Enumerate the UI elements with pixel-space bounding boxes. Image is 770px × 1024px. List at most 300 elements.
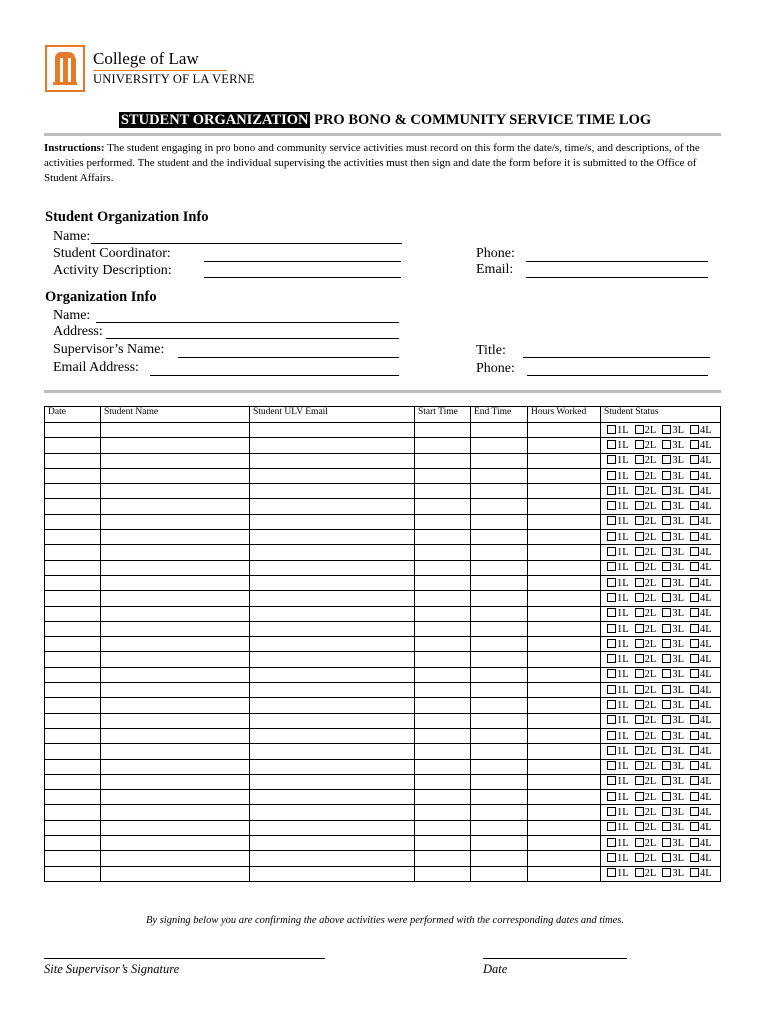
checkbox[interactable] [690,761,699,770]
org-name-field[interactable] [96,322,399,323]
start-time-cell[interactable] [415,790,471,805]
date-cell[interactable] [45,606,101,621]
checkbox[interactable] [690,593,699,602]
student-email-cell[interactable] [250,728,415,743]
checkbox[interactable] [607,669,616,678]
end-time-cell[interactable] [471,759,528,774]
hours-worked-cell[interactable] [528,713,601,728]
end-time-cell[interactable] [471,667,528,682]
date-cell[interactable] [45,468,101,483]
checkbox[interactable] [690,578,699,587]
date-cell[interactable] [45,438,101,453]
student-name-cell[interactable] [101,499,250,514]
checkbox[interactable] [607,822,616,831]
checkbox[interactable] [690,853,699,862]
end-time-cell[interactable] [471,790,528,805]
start-time-cell[interactable] [415,591,471,606]
hours-worked-cell[interactable] [528,621,601,636]
checkbox[interactable] [690,501,699,510]
checkbox[interactable] [607,761,616,770]
checkbox[interactable] [607,715,616,724]
start-time-cell[interactable] [415,468,471,483]
checkbox[interactable] [607,608,616,617]
hours-worked-cell[interactable] [528,530,601,545]
checkbox[interactable] [662,715,671,724]
checkbox[interactable] [662,608,671,617]
hours-worked-cell[interactable] [528,637,601,652]
hours-worked-cell[interactable] [528,499,601,514]
hours-worked-cell[interactable] [528,728,601,743]
checkbox[interactable] [662,868,671,877]
hours-worked-cell[interactable] [528,423,601,438]
end-time-cell[interactable] [471,652,528,667]
supervisor-field[interactable] [178,357,399,358]
checkbox[interactable] [690,700,699,709]
checkbox[interactable] [662,425,671,434]
date-cell[interactable] [45,836,101,851]
end-time-cell[interactable] [471,423,528,438]
date-cell[interactable] [45,805,101,820]
checkbox[interactable] [607,853,616,862]
org-email-field[interactable] [150,375,399,376]
date-cell[interactable] [45,545,101,560]
student-name-cell[interactable] [101,713,250,728]
hours-worked-cell[interactable] [528,759,601,774]
checkbox[interactable] [607,532,616,541]
hours-worked-cell[interactable] [528,652,601,667]
start-time-cell[interactable] [415,744,471,759]
start-time-cell[interactable] [415,621,471,636]
date-cell[interactable] [45,698,101,713]
end-time-cell[interactable] [471,591,528,606]
checkbox[interactable] [635,761,644,770]
end-time-cell[interactable] [471,545,528,560]
checkbox[interactable] [662,731,671,740]
date-cell[interactable] [45,759,101,774]
student-email-cell[interactable] [250,591,415,606]
student-email-cell[interactable] [250,713,415,728]
student-email-cell[interactable] [250,698,415,713]
checkbox[interactable] [662,624,671,633]
start-time-cell[interactable] [415,713,471,728]
start-time-cell[interactable] [415,774,471,789]
checkbox[interactable] [607,776,616,785]
student-name-cell[interactable] [101,759,250,774]
checkbox[interactable] [662,776,671,785]
checkbox[interactable] [607,838,616,847]
student-email-cell[interactable] [250,667,415,682]
hours-worked-cell[interactable] [528,820,601,835]
hours-worked-cell[interactable] [528,560,601,575]
checkbox[interactable] [607,746,616,755]
student-org-email-field[interactable] [526,277,708,278]
date-cell[interactable] [45,774,101,789]
hours-worked-cell[interactable] [528,438,601,453]
student-email-cell[interactable] [250,514,415,529]
hours-worked-cell[interactable] [528,575,601,590]
checkbox[interactable] [635,562,644,571]
end-time-cell[interactable] [471,820,528,835]
end-time-cell[interactable] [471,728,528,743]
end-time-cell[interactable] [471,438,528,453]
student-email-cell[interactable] [250,560,415,575]
end-time-cell[interactable] [471,606,528,621]
end-time-cell[interactable] [471,805,528,820]
checkbox[interactable] [662,669,671,678]
hours-worked-cell[interactable] [528,851,601,866]
student-name-cell[interactable] [101,468,250,483]
checkbox[interactable] [635,853,644,862]
checkbox[interactable] [607,547,616,556]
student-name-cell[interactable] [101,438,250,453]
start-time-cell[interactable] [415,698,471,713]
checkbox[interactable] [662,761,671,770]
student-email-cell[interactable] [250,805,415,820]
checkbox[interactable] [690,547,699,556]
end-time-cell[interactable] [471,514,528,529]
checkbox[interactable] [662,501,671,510]
student-name-cell[interactable] [101,621,250,636]
start-time-cell[interactable] [415,530,471,545]
date-cell[interactable] [45,560,101,575]
student-email-cell[interactable] [250,774,415,789]
start-time-cell[interactable] [415,560,471,575]
checkbox[interactable] [635,868,644,877]
student-name-cell[interactable] [101,591,250,606]
checkbox[interactable] [690,425,699,434]
checkbox[interactable] [662,685,671,694]
student-email-cell[interactable] [250,438,415,453]
checkbox[interactable] [635,593,644,602]
checkbox[interactable] [690,440,699,449]
hours-worked-cell[interactable] [528,514,601,529]
start-time-cell[interactable] [415,820,471,835]
checkbox[interactable] [662,440,671,449]
start-time-cell[interactable] [415,499,471,514]
checkbox[interactable] [662,547,671,556]
end-time-cell[interactable] [471,866,528,881]
student-email-cell[interactable] [250,637,415,652]
student-email-cell[interactable] [250,652,415,667]
hours-worked-cell[interactable] [528,591,601,606]
checkbox[interactable] [607,700,616,709]
student-name-cell[interactable] [101,805,250,820]
student-name-cell[interactable] [101,637,250,652]
student-name-cell[interactable] [101,683,250,698]
end-time-cell[interactable] [471,560,528,575]
checkbox[interactable] [635,807,644,816]
checkbox[interactable] [607,731,616,740]
start-time-cell[interactable] [415,652,471,667]
checkbox[interactable] [662,516,671,525]
student-email-cell[interactable] [250,499,415,514]
student-name-cell[interactable] [101,836,250,851]
checkbox[interactable] [607,501,616,510]
start-time-cell[interactable] [415,453,471,468]
checkbox[interactable] [662,792,671,801]
checkbox[interactable] [690,654,699,663]
date-cell[interactable] [45,591,101,606]
student-email-cell[interactable] [250,545,415,560]
student-email-cell[interactable] [250,468,415,483]
checkbox[interactable] [635,715,644,724]
checkbox[interactable] [607,624,616,633]
checkbox[interactable] [662,838,671,847]
end-time-cell[interactable] [471,621,528,636]
date-cell[interactable] [45,667,101,682]
student-org-name-field[interactable] [91,243,402,244]
checkbox[interactable] [635,669,644,678]
checkbox[interactable] [662,853,671,862]
student-email-cell[interactable] [250,453,415,468]
checkbox[interactable] [635,746,644,755]
end-time-cell[interactable] [471,713,528,728]
end-time-cell[interactable] [471,836,528,851]
checkbox[interactable] [662,471,671,480]
coordinator-field[interactable] [204,261,401,262]
checkbox[interactable] [635,685,644,694]
hours-worked-cell[interactable] [528,453,601,468]
student-name-cell[interactable] [101,820,250,835]
checkbox[interactable] [635,486,644,495]
student-name-cell[interactable] [101,790,250,805]
checkbox[interactable] [607,578,616,587]
student-name-cell[interactable] [101,744,250,759]
checkbox[interactable] [690,471,699,480]
end-time-cell[interactable] [471,637,528,652]
checkbox[interactable] [607,868,616,877]
date-cell[interactable] [45,637,101,652]
student-email-cell[interactable] [250,790,415,805]
student-email-cell[interactable] [250,851,415,866]
end-time-cell[interactable] [471,774,528,789]
student-email-cell[interactable] [250,606,415,621]
checkbox[interactable] [635,455,644,464]
start-time-cell[interactable] [415,606,471,621]
checkbox[interactable] [607,792,616,801]
checkbox[interactable] [690,562,699,571]
checkbox[interactable] [690,731,699,740]
checkbox[interactable] [690,685,699,694]
start-time-cell[interactable] [415,545,471,560]
date-cell[interactable] [45,423,101,438]
checkbox[interactable] [607,516,616,525]
student-name-cell[interactable] [101,575,250,590]
checkbox[interactable] [662,532,671,541]
start-time-cell[interactable] [415,484,471,499]
org-address-field[interactable] [106,338,399,339]
student-name-cell[interactable] [101,728,250,743]
checkbox[interactable] [635,532,644,541]
checkbox[interactable] [635,471,644,480]
checkbox[interactable] [690,486,699,495]
student-email-cell[interactable] [250,683,415,698]
checkbox[interactable] [607,471,616,480]
checkbox[interactable] [662,562,671,571]
checkbox[interactable] [662,455,671,464]
checkbox[interactable] [690,639,699,648]
checkbox[interactable] [690,715,699,724]
start-time-cell[interactable] [415,667,471,682]
date-cell[interactable] [45,514,101,529]
date-cell[interactable] [45,530,101,545]
checkbox[interactable] [662,654,671,663]
hours-worked-cell[interactable] [528,606,601,621]
hours-worked-cell[interactable] [528,805,601,820]
student-org-phone-field[interactable] [526,261,708,262]
signature-field[interactable] [44,958,325,959]
checkbox[interactable] [690,776,699,785]
checkbox[interactable] [607,440,616,449]
end-time-cell[interactable] [471,484,528,499]
checkbox[interactable] [607,562,616,571]
checkbox[interactable] [635,608,644,617]
date-cell[interactable] [45,652,101,667]
start-time-cell[interactable] [415,637,471,652]
date-cell[interactable] [45,453,101,468]
start-time-cell[interactable] [415,423,471,438]
checkbox[interactable] [607,593,616,602]
date-cell[interactable] [45,683,101,698]
date-cell[interactable] [45,790,101,805]
checkbox[interactable] [662,593,671,602]
student-email-cell[interactable] [250,484,415,499]
end-time-cell[interactable] [471,683,528,698]
student-email-cell[interactable] [250,423,415,438]
end-time-cell[interactable] [471,453,528,468]
checkbox[interactable] [635,425,644,434]
hours-worked-cell[interactable] [528,484,601,499]
student-email-cell[interactable] [250,866,415,881]
student-email-cell[interactable] [250,744,415,759]
student-name-cell[interactable] [101,530,250,545]
hours-worked-cell[interactable] [528,698,601,713]
end-time-cell[interactable] [471,499,528,514]
student-name-cell[interactable] [101,484,250,499]
checkbox[interactable] [635,624,644,633]
student-name-cell[interactable] [101,774,250,789]
checkbox[interactable] [635,440,644,449]
checkbox[interactable] [690,822,699,831]
student-name-cell[interactable] [101,560,250,575]
hours-worked-cell[interactable] [528,667,601,682]
date-cell[interactable] [45,820,101,835]
end-time-cell[interactable] [471,851,528,866]
end-time-cell[interactable] [471,744,528,759]
checkbox[interactable] [635,700,644,709]
checkbox[interactable] [635,654,644,663]
org-phone-field[interactable] [527,375,708,376]
org-title-field[interactable] [523,357,710,358]
checkbox[interactable] [635,578,644,587]
student-name-cell[interactable] [101,423,250,438]
student-name-cell[interactable] [101,851,250,866]
checkbox[interactable] [607,685,616,694]
date-cell[interactable] [45,744,101,759]
date-cell[interactable] [45,713,101,728]
student-name-cell[interactable] [101,652,250,667]
checkbox[interactable] [690,868,699,877]
date-cell[interactable] [45,575,101,590]
student-name-cell[interactable] [101,453,250,468]
checkbox[interactable] [635,822,644,831]
end-time-cell[interactable] [471,575,528,590]
checkbox[interactable] [690,746,699,755]
hours-worked-cell[interactable] [528,744,601,759]
student-name-cell[interactable] [101,514,250,529]
activity-field[interactable] [204,277,401,278]
checkbox[interactable] [662,639,671,648]
date-cell[interactable] [45,499,101,514]
end-time-cell[interactable] [471,530,528,545]
hours-worked-cell[interactable] [528,683,601,698]
student-email-cell[interactable] [250,621,415,636]
checkbox[interactable] [690,669,699,678]
student-email-cell[interactable] [250,820,415,835]
checkbox[interactable] [607,486,616,495]
checkbox[interactable] [635,501,644,510]
end-time-cell[interactable] [471,698,528,713]
start-time-cell[interactable] [415,683,471,698]
checkbox[interactable] [635,731,644,740]
date-cell[interactable] [45,728,101,743]
start-time-cell[interactable] [415,836,471,851]
checkbox[interactable] [607,425,616,434]
hours-worked-cell[interactable] [528,774,601,789]
student-email-cell[interactable] [250,836,415,851]
checkbox[interactable] [690,455,699,464]
checkbox[interactable] [690,807,699,816]
student-email-cell[interactable] [250,530,415,545]
date-cell[interactable] [45,866,101,881]
checkbox[interactable] [607,455,616,464]
checkbox[interactable] [690,624,699,633]
checkbox[interactable] [635,792,644,801]
date-field[interactable] [483,958,627,959]
student-name-cell[interactable] [101,698,250,713]
checkbox[interactable] [607,807,616,816]
checkbox[interactable] [662,807,671,816]
date-cell[interactable] [45,851,101,866]
checkbox[interactable] [607,654,616,663]
hours-worked-cell[interactable] [528,866,601,881]
checkbox[interactable] [662,578,671,587]
start-time-cell[interactable] [415,514,471,529]
start-time-cell[interactable] [415,728,471,743]
start-time-cell[interactable] [415,438,471,453]
start-time-cell[interactable] [415,851,471,866]
checkbox[interactable] [662,746,671,755]
start-time-cell[interactable] [415,759,471,774]
checkbox[interactable] [690,838,699,847]
checkbox[interactable] [635,639,644,648]
checkbox[interactable] [690,532,699,541]
checkbox[interactable] [662,486,671,495]
end-time-cell[interactable] [471,468,528,483]
checkbox[interactable] [635,547,644,556]
student-email-cell[interactable] [250,759,415,774]
start-time-cell[interactable] [415,805,471,820]
student-name-cell[interactable] [101,866,250,881]
checkbox[interactable] [662,700,671,709]
student-name-cell[interactable] [101,606,250,621]
hours-worked-cell[interactable] [528,468,601,483]
student-name-cell[interactable] [101,545,250,560]
start-time-cell[interactable] [415,575,471,590]
date-cell[interactable] [45,621,101,636]
start-time-cell[interactable] [415,866,471,881]
checkbox[interactable] [607,639,616,648]
